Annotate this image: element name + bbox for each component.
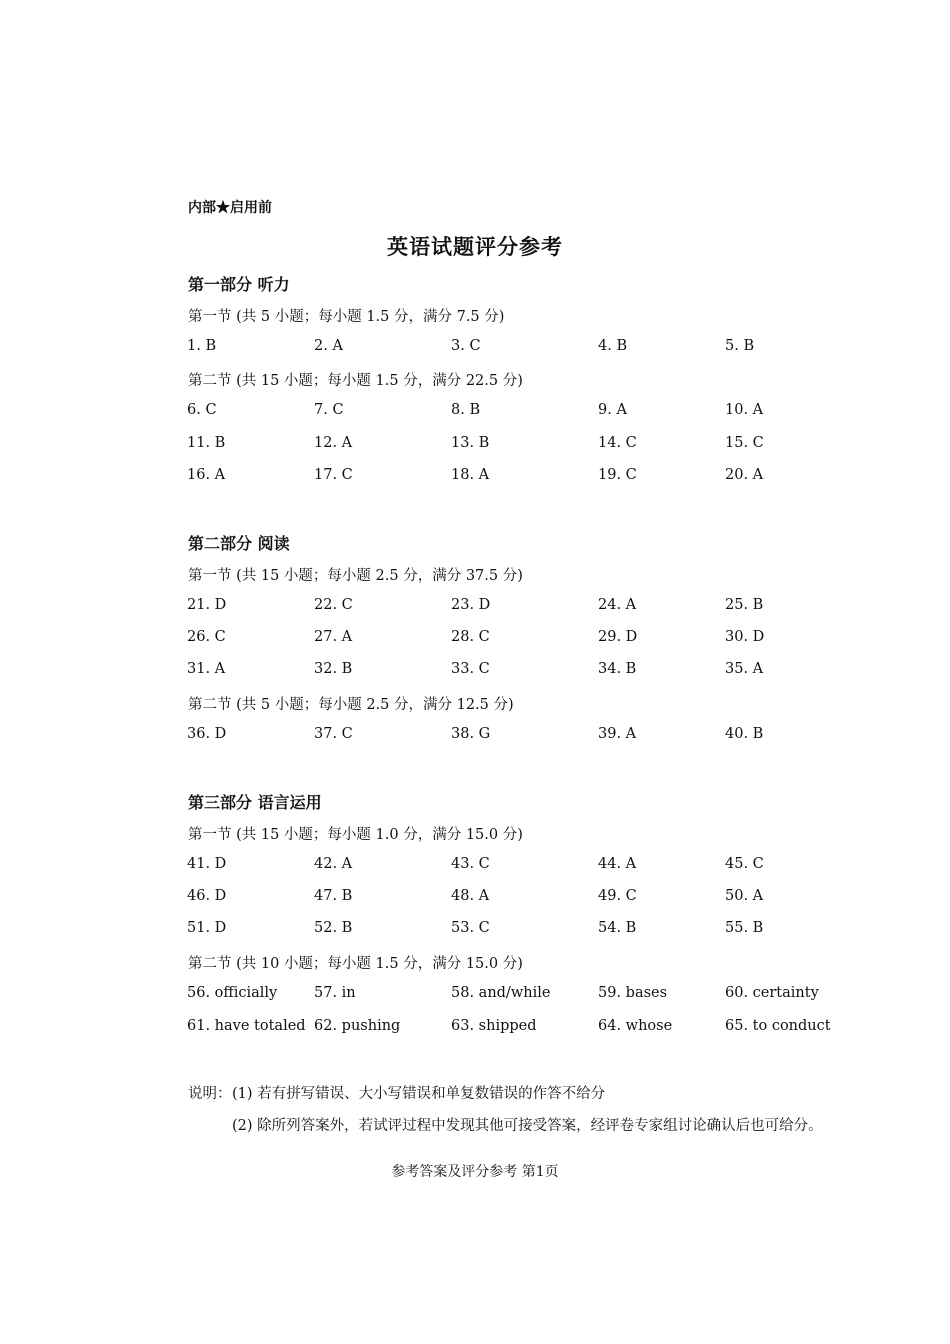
answer-cell: 47. B — [314, 888, 353, 904]
answer-cell: 5. B — [725, 338, 755, 354]
answer-cell: 13. B — [451, 435, 490, 451]
answer-cell: 57. in — [314, 985, 356, 1001]
answer-row — [0, 856, 950, 876]
answer-cell: 61. have totaled — [187, 1018, 306, 1034]
answer-cell: 20. A — [725, 467, 764, 483]
answer-cell: 14. C — [598, 435, 637, 451]
answer-cell: 12. A — [314, 435, 353, 451]
note-item: (1) 若有拼写错误、大小写错误和单复数错误的作答不给分 — [232, 1086, 606, 1102]
answer-cell: 49. C — [598, 888, 637, 904]
answer-row — [0, 726, 950, 746]
answer-cell: 58. and/while — [451, 985, 551, 1001]
answer-cell: 41. D — [187, 856, 227, 872]
answer-cell: 50. A — [725, 888, 764, 904]
answer-cell: 24. A — [598, 597, 637, 613]
answer-row — [0, 985, 950, 1005]
answer-cell: 21. D — [187, 597, 227, 613]
answer-cell: 48. A — [451, 888, 490, 904]
answer-cell: 38. G — [451, 726, 491, 742]
part-heading: 第三部分 语言运用 — [188, 793, 322, 812]
answer-cell: 1. B — [187, 338, 217, 354]
answer-cell: 55. B — [725, 920, 764, 936]
answer-cell: 53. C — [451, 920, 490, 936]
answer-cell: 31. A — [187, 661, 226, 677]
answer-cell: 3. C — [451, 338, 481, 354]
answer-cell: 43. C — [451, 856, 490, 872]
answer-cell: 25. B — [725, 597, 764, 613]
page-footer: 参考答案及评分参考 第1页 — [391, 1164, 559, 1180]
answer-cell: 22. C — [314, 597, 353, 613]
section-heading: 第一节 (共 5 小题；每小题 1.5 分，满分 7.5 分) — [188, 309, 505, 325]
answer-cell: 9. A — [598, 402, 627, 418]
answer-cell: 26. C — [187, 629, 226, 645]
answer-cell: 59. bases — [598, 985, 668, 1001]
notes-label: 说明： — [188, 1086, 232, 1102]
answer-cell: 36. D — [187, 726, 227, 742]
answer-row — [0, 402, 950, 422]
answer-cell: 37. C — [314, 726, 353, 742]
answer-cell: 64. whose — [598, 1018, 673, 1034]
answer-row — [0, 467, 950, 487]
answer-cell: 46. D — [187, 888, 227, 904]
part-heading: 第二部分 阅读 — [188, 534, 290, 553]
section-heading: 第一节 (共 15 小题；每小题 1.0 分，满分 15.0 分) — [188, 827, 523, 843]
answer-cell: 27. A — [314, 629, 353, 645]
answer-cell: 19. C — [598, 467, 637, 483]
answer-cell: 44. A — [598, 856, 637, 872]
answer-cell: 35. A — [725, 661, 764, 677]
answer-row — [0, 597, 950, 617]
answer-cell: 30. D — [725, 629, 765, 645]
answer-cell: 29. D — [598, 629, 638, 645]
answer-row — [0, 435, 950, 455]
answer-cell: 60. certainty — [725, 985, 819, 1001]
answer-cell: 33. C — [451, 661, 490, 677]
answer-cell: 51. D — [187, 920, 227, 936]
answer-cell: 54. B — [598, 920, 637, 936]
answer-cell: 11. B — [187, 435, 226, 451]
answer-cell: 28. C — [451, 629, 490, 645]
answer-row — [0, 629, 950, 649]
section-heading: 第二节 (共 15 小题；每小题 1.5 分，满分 22.5 分) — [188, 373, 523, 389]
answer-row — [0, 661, 950, 681]
answer-cell: 52. B — [314, 920, 353, 936]
answer-cell: 10. A — [725, 402, 764, 418]
answer-row — [0, 888, 950, 908]
answer-row — [0, 1018, 950, 1038]
answer-cell: 7. C — [314, 402, 344, 418]
answer-row — [0, 920, 950, 940]
answer-cell: 6. C — [187, 402, 217, 418]
answer-cell: 18. A — [451, 467, 490, 483]
section-heading: 第二节 (共 10 小题；每小题 1.5 分，满分 15.0 分) — [188, 956, 523, 972]
section-heading: 第一节 (共 15 小题；每小题 2.5 分，满分 37.5 分) — [188, 568, 523, 584]
answer-cell: 39. A — [598, 726, 637, 742]
answer-cell: 62. pushing — [314, 1018, 401, 1034]
document-title: 英语试题评分参考 — [387, 234, 563, 259]
answer-cell: 15. C — [725, 435, 764, 451]
answer-row — [0, 338, 950, 358]
note-item: (2) 除所列答案外，若试评过程中发现其他可接受答案，经评卷专家组讨论确认后也可给分。 — [232, 1118, 823, 1134]
part-heading: 第一部分 听力 — [188, 275, 290, 294]
answer-cell: 63. shipped — [451, 1018, 537, 1034]
answer-cell: 32. B — [314, 661, 353, 677]
answer-cell: 42. A — [314, 856, 353, 872]
answer-cell: 34. B — [598, 661, 637, 677]
answer-cell: 16. A — [187, 467, 226, 483]
answer-cell: 8. B — [451, 402, 481, 418]
answer-cell: 45. C — [725, 856, 764, 872]
answer-cell: 17. C — [314, 467, 353, 483]
answer-cell: 56. officially — [187, 985, 278, 1001]
section-heading: 第二节 (共 5 小题；每小题 2.5 分，满分 12.5 分) — [188, 697, 514, 713]
answer-cell: 4. B — [598, 338, 628, 354]
answer-cell: 23. D — [451, 597, 491, 613]
answer-cell: 2. A — [314, 338, 343, 354]
classification-label: 内部★启用前 — [188, 200, 272, 216]
answer-cell: 65. to conduct — [725, 1018, 831, 1034]
answer-cell: 40. B — [725, 726, 764, 742]
